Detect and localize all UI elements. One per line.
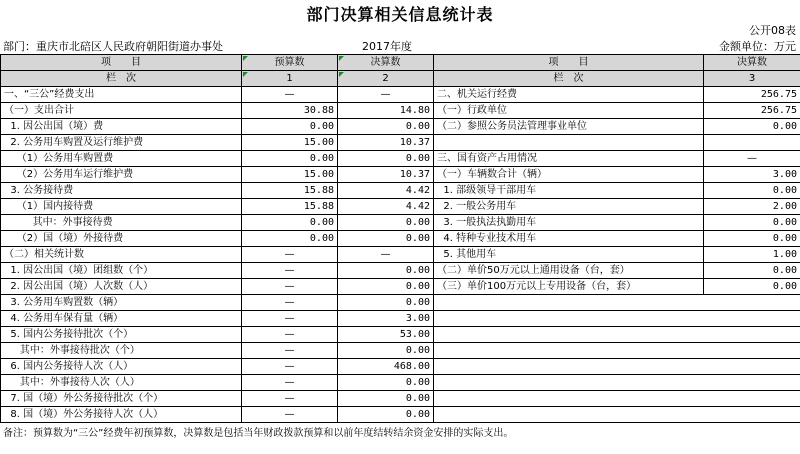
row-actual-value: 14.80 [338, 103, 434, 119]
row-actual-value: 0.00 [338, 343, 434, 359]
table-row [1, 343, 800, 359]
row-actual-value: 0.00 [338, 407, 434, 423]
row-actual-value-right: 256.75 [704, 103, 800, 119]
row-item-label: （1）国内接待费 [1, 199, 242, 215]
table-row [1, 103, 800, 119]
amount-unit: 金额单位：万元 [719, 40, 796, 53]
row-item-label: 3. 公务用车购置数（辆） [1, 295, 242, 311]
table-row [1, 391, 800, 407]
table-row [1, 151, 800, 167]
row-budget-value: — [242, 279, 338, 295]
row-actual-value-right: 256.75 [704, 87, 800, 103]
statistics-table [0, 54, 800, 423]
empty-cell [434, 343, 800, 359]
row-item-label: 8. 国（境）外公务接待人次（人） [1, 407, 242, 423]
row-item-label: 其中：外事接待人次（人） [1, 375, 242, 391]
column-label-right: 栏 次 [434, 71, 704, 87]
row-item-label: 其中：外事接待批次（个） [1, 343, 242, 359]
row-item-label: 6. 国内公务接待人次（人） [1, 359, 242, 375]
column-index-row [1, 71, 800, 87]
row-actual-value-right: 0.00 [704, 279, 800, 295]
row-item-label: 2. 公务用车购置及运行维护费 [1, 135, 242, 151]
row-item-label: （2）国（境）外接待费 [1, 231, 242, 247]
footnote: 备注：预算数为“三公”经费年初预算数，决算数是包括当年财政拨款预算和以前年度结转结余资金安排的实际支出。 [3, 428, 514, 439]
row-actual-value-right: 3.00 [704, 167, 800, 183]
header-item: 项 目 [1, 55, 242, 71]
row-item-label-right: 二、机关运行经费 [434, 87, 704, 103]
row-actual-value-right: 0.00 [704, 263, 800, 279]
row-item-label-right: 三、国有资产占用情况 [434, 151, 704, 167]
table-row [1, 295, 800, 311]
row-item-label-right: （三）单价100万元以上专用设备（台，套） [434, 279, 704, 295]
table-row [1, 359, 800, 375]
table-row [1, 199, 800, 215]
table-row [1, 135, 800, 151]
row-actual-value-right: 2.00 [704, 199, 800, 215]
row-item-label: （一）支出合计 [1, 103, 242, 119]
row-item-label-right: （二）参照公务员法管理事业单位 [434, 119, 704, 135]
row-item-label: 1. 因公出国（境）团组数（个） [1, 263, 242, 279]
header-budget: 预算数 [242, 55, 338, 71]
row-actual-value-right: 0.00 [704, 119, 800, 135]
row-item-label-right: 2. 一般公务用车 [434, 199, 704, 215]
table-row [1, 311, 800, 327]
empty-cell [434, 311, 800, 327]
row-item-label: 2. 因公出国（境）人次数（人） [1, 279, 242, 295]
row-budget-value: 15.00 [242, 167, 338, 183]
header-row [1, 55, 800, 71]
row-item-label-right: 1. 部级领导干部用车 [434, 183, 704, 199]
row-budget-value: — [242, 295, 338, 311]
row-actual-value-right: 0.00 [704, 231, 800, 247]
row-budget-value: 15.88 [242, 183, 338, 199]
row-actual-value: 0.00 [338, 279, 434, 295]
table-row [1, 375, 800, 391]
row-actual-value-right [704, 135, 800, 151]
row-actual-value: 10.37 [338, 135, 434, 151]
row-actual-value: 0.00 [338, 151, 434, 167]
row-item-label: 其中：外事接待费 [1, 215, 242, 231]
fiscal-year: 2017年度 [362, 40, 412, 53]
row-item-label: 7. 国（境）外公务接待批次（个） [1, 391, 242, 407]
row-item-label-right: （一）车辆数合计（辆） [434, 167, 704, 183]
row-actual-value: 0.00 [338, 375, 434, 391]
row-budget-value: — [242, 247, 338, 263]
row-item-label-right: 5. 其他用车 [434, 247, 704, 263]
row-budget-value: 0.00 [242, 215, 338, 231]
row-item-label: 4. 公务用车保有量（辆） [1, 311, 242, 327]
column-number-1: 1 [242, 71, 338, 87]
table-row [1, 183, 800, 199]
row-actual-value: 4.42 [338, 199, 434, 215]
row-actual-value: 0.00 [338, 119, 434, 135]
row-actual-value: 53.00 [338, 327, 434, 343]
table-row [1, 247, 800, 263]
row-budget-value: 15.88 [242, 199, 338, 215]
row-actual-value: — [338, 87, 434, 103]
row-item-label-right: （二）单价50万元以上通用设备（台，套） [434, 263, 704, 279]
row-item-label: （二）相关统计数 [1, 247, 242, 263]
row-budget-value: 0.00 [242, 231, 338, 247]
row-budget-value: 15.00 [242, 135, 338, 151]
row-budget-value: — [242, 375, 338, 391]
row-actual-value-right: — [704, 151, 800, 167]
empty-cell [434, 359, 800, 375]
table-row [1, 231, 800, 247]
row-budget-value: — [242, 311, 338, 327]
row-actual-value: 0.00 [338, 231, 434, 247]
empty-cell [434, 375, 800, 391]
row-actual-value: 0.00 [338, 263, 434, 279]
row-actual-value: — [338, 247, 434, 263]
row-actual-value-right: 0.00 [704, 183, 800, 199]
row-budget-value: — [242, 343, 338, 359]
row-item-label-right: （一）行政单位 [434, 103, 704, 119]
column-label: 栏 次 [1, 71, 242, 87]
table-row [1, 167, 800, 183]
empty-cell [434, 407, 800, 423]
row-item-label-right: 3. 一般执法执勤用车 [434, 215, 704, 231]
row-item-label: （1）公务用车购置费 [1, 151, 242, 167]
row-actual-value: 3.00 [338, 311, 434, 327]
row-budget-value: — [242, 87, 338, 103]
table-row [1, 279, 800, 295]
empty-cell [434, 295, 800, 311]
table-row [1, 119, 800, 135]
row-actual-value-right: 1.00 [704, 247, 800, 263]
column-number-2: 2 [338, 71, 434, 87]
row-actual-value: 4.42 [338, 183, 434, 199]
header-item-right: 项 目 [434, 55, 704, 71]
row-budget-value: 0.00 [242, 119, 338, 135]
row-budget-value: 0.00 [242, 151, 338, 167]
row-budget-value: — [242, 407, 338, 423]
report-title: 部门决算相关信息统计表 [306, 5, 494, 24]
row-budget-value: — [242, 327, 338, 343]
row-actual-value: 0.00 [338, 391, 434, 407]
table-row [1, 263, 800, 279]
row-actual-value-right: 0.00 [704, 215, 800, 231]
header-actual-right: 决算数 [704, 55, 800, 71]
row-item-label-right [434, 135, 704, 151]
table-row [1, 327, 800, 343]
row-item-label: 1. 因公出国（境）费 [1, 119, 242, 135]
table-row [1, 87, 800, 103]
column-number-3: 3 [704, 71, 800, 87]
table-code: 公开08表 [749, 24, 796, 37]
department-name: 部门：重庆市北碚区人民政府朝阳街道办事处 [3, 40, 223, 53]
row-item-label: 5. 国内公务接待批次（个） [1, 327, 242, 343]
row-actual-value: 0.00 [338, 215, 434, 231]
header-actual: 决算数 [338, 55, 434, 71]
table-row [1, 407, 800, 423]
row-budget-value: — [242, 359, 338, 375]
row-actual-value: 0.00 [338, 295, 434, 311]
row-actual-value: 468.00 [338, 359, 434, 375]
empty-cell [434, 391, 800, 407]
row-item-label: （2）公务用车运行维护费 [1, 167, 242, 183]
row-budget-value: — [242, 263, 338, 279]
row-budget-value: 30.88 [242, 103, 338, 119]
empty-cell [434, 327, 800, 343]
row-budget-value: — [242, 391, 338, 407]
row-actual-value: 10.37 [338, 167, 434, 183]
row-item-label: 3. 公务接待费 [1, 183, 242, 199]
table-row [1, 215, 800, 231]
row-item-label-right: 4. 特种专业技术用车 [434, 231, 704, 247]
row-item-label: 一、“三公”经费支出 [1, 87, 242, 103]
